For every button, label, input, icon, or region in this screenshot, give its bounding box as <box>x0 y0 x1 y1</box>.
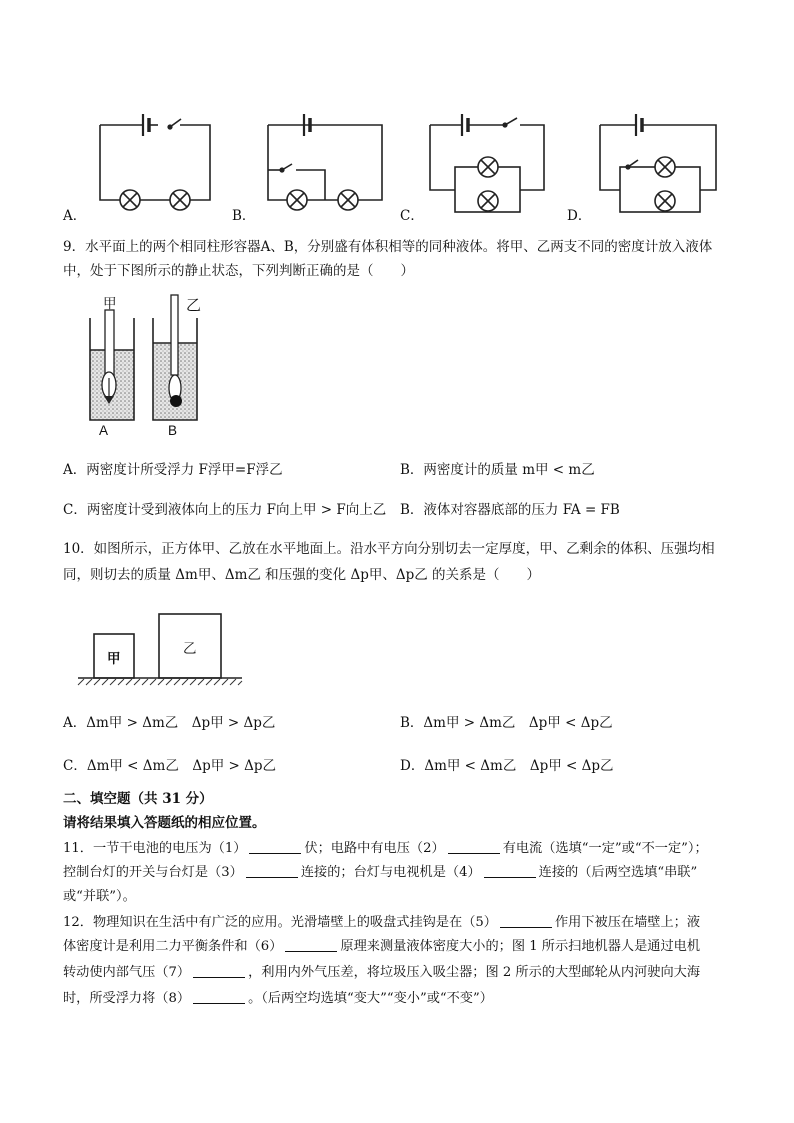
q11-text-5: 连接的；台灯与电视机是（4） <box>300 865 481 880</box>
q12-text-5: 转动使内部气压（7） <box>63 965 191 980</box>
q12-text-6: ，利用内外气压差，将垃圾压入吸尘器；图 2 所示的大型邮轮从内河驶向大海 <box>248 965 701 980</box>
cube-b-label: 乙 <box>183 641 197 657</box>
q10-option-a[interactable]: A．Δm甲 > Δm乙 Δp甲 > Δp乙 <box>63 715 276 731</box>
container-a-label: A <box>99 423 109 438</box>
blank-8[interactable] <box>193 989 245 1004</box>
q9-option-b[interactable]: B．两密度计的质量 m甲 < m乙 <box>400 462 595 478</box>
blank-2[interactable] <box>448 839 500 854</box>
q11-text-4: 控制台灯的开关与台灯是（3） <box>63 865 243 880</box>
q8-option-a-label[interactable]: A． <box>63 208 87 224</box>
q12-text-8: 。（后两空均选填“变大”“变小”或“不变”） <box>248 991 493 1006</box>
q11-text-3: 有电流（选填“一定”或“不一定”）； <box>502 841 708 856</box>
q12-line2 <box>63 936 700 958</box>
q8-option-b-label[interactable]: B． <box>232 208 256 224</box>
q11-line2 <box>63 862 697 884</box>
q12-text-4: 原理来测量液体密度大小的；图 1 所示扫地机器人是通过电机 <box>340 939 701 954</box>
q11-text-1: 11．一节干电池的电压为（1） <box>63 841 247 856</box>
q8-option-c-label[interactable]: C． <box>400 208 424 224</box>
cube-a-label: 甲 <box>107 651 121 667</box>
q12-text-7: 时，所受浮力将（8） <box>63 991 191 1006</box>
q12-line1 <box>63 912 700 934</box>
blank-5[interactable] <box>500 913 552 928</box>
hydrometer-a-label: 甲 <box>103 296 117 312</box>
q10-stem-line2: 同，则切去的质量 Δm甲、Δm乙 和压强的变化 Δp甲、Δp乙 的关系是（ ） <box>63 567 541 583</box>
q8-option-d-label[interactable]: D． <box>567 208 592 224</box>
q12-line3 <box>63 962 700 984</box>
blank-3[interactable] <box>246 863 298 878</box>
blank-4[interactable] <box>484 863 536 878</box>
q9-stem-line1: 9．水平面上的两个相同柱形容器A、B，分别盛有体积相等的同种液体。将甲、乙两支不同的密度计放入液体 <box>63 239 713 255</box>
section-title: 二、填空题（共 31 分） <box>63 791 213 807</box>
q9-option-d[interactable]: B．液体对容器底部的压力 FA = FB <box>400 502 620 518</box>
q10-option-d[interactable]: D．Δm甲 < Δm乙 Δp甲 < Δp乙 <box>400 758 614 774</box>
q12-line4 <box>63 988 493 1010</box>
q11-line3: 或“并联”）。 <box>63 889 136 904</box>
blank-6[interactable] <box>285 937 337 952</box>
container-b-label: B <box>168 423 178 438</box>
section-instruction: 请将结果填入答题纸的相应位置。 <box>63 815 266 831</box>
q9-option-a[interactable]: A．两密度计所受浮力 F浮甲=F浮乙 <box>63 462 283 478</box>
blank-1[interactable] <box>249 839 301 854</box>
q12-text-3: 体密度计是利用二力平衡条件和（6） <box>63 939 283 954</box>
q12-text-2: 作用下被压在墙壁上；液 <box>554 915 701 930</box>
q9-option-c[interactable]: C．两密度计受到液体向上的压力 F向上甲 > F向上乙 <box>63 502 387 518</box>
hydrometer-b-label: 乙 <box>186 296 202 314</box>
q10-stem-line1: 10．如图所示，正方体甲、乙放在水平地面上。沿水平方向分别切去一定厚度，甲、乙剩余的体积、压强均相 <box>63 541 715 557</box>
q11-text-2: 伏；电路中有电压（2） <box>304 841 445 856</box>
q9-stem-line2: 中，处于下图所示的静止状态，下列判断正确的是（ ） <box>63 263 414 279</box>
q11-text-6: 连接的（后两空选填“串联” <box>538 865 698 880</box>
q11-line1 <box>63 838 708 860</box>
blank-7[interactable] <box>193 963 245 978</box>
q10-option-c[interactable]: C．Δm甲 < Δm乙 Δp甲 > Δp乙 <box>63 758 277 774</box>
q12-text-1: 12．物理知识在生活中有广泛的应用。光滑墙壁上的吸盘式挂钩是在（5） <box>63 915 497 930</box>
q10-option-b[interactable]: B．Δm甲 > Δm乙 Δp甲 < Δp乙 <box>400 715 613 731</box>
